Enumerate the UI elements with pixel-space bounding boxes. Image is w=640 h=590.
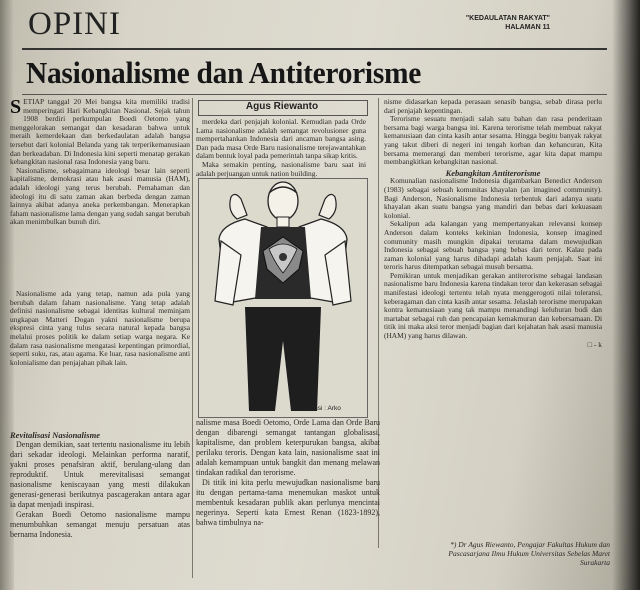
article-column-1 [10, 98, 190, 227]
article-column-3 [384, 98, 602, 349]
lead-paragraph: ETIAP tanggal 20 Mei bangsa kita memiliki tradisi memperingati Hari Kebangkitan Nasional. Sejak tahun 1908 berdiri perkumpulan Boedi Oetomo yang menggelorakan semangat dan kesadaran bahwa untuk meraih kemerdekaan dan berkedaulatan adalah bangsa tersebut dari kolonial Belanda yang tak terperikemanusiaan dan berkeadaban. Di Indonesia kini seperti menatap gerakan kebangkitan nasional rasa Indonesia yang baru. [10, 97, 190, 167]
paragraph: Nasionalisme ada yang tetap, namun ada pula yang berubah dalam faham nasionalisme. Yang tetap adalah definisi nasionalisme sebagai identitas kultural meminjam ungkapan Matteri Dogan yakni nasionalisme berupa ekspresi cinta yang tulus secara natural kepada bangsa melalui proses politik ke dalam setiap warga negara. Ke dalam rasa nasionalisme mengatasi kepentingan primordial, seperti suku, ras, atau agama. Ke luar, rasa nasionalisme anti kolonialisme dan penjajahan pihak lain. [10, 289, 190, 367]
paragraph: nalisme masa Boedi Oetomo, Orde Lama dan Orde Baru dengan dibarengi semangat tantangan globalisasi, kapitalisme, dan problem keterpurukan bangsa, akibat perilaku teroris. Dengan kata lain, nasionalisme saat ini adalah kemampuan untuk bangkit dan menang melawan tindakan radikal dan terorisme. [196, 418, 380, 477]
top-rule [22, 48, 607, 50]
end-mark: □ - k [587, 339, 602, 349]
man-tearing-shirt-illustration [199, 179, 367, 417]
column-rule [192, 98, 193, 578]
page-number: HALAMAN 11 [505, 24, 550, 31]
paragraph: Sekalipun ada kalangan yang mempertanyakan relevansi konsep Anderson dalam konteks kekinian Indonesia, konsep imagined community masih mungkin dipakai terutama dalam mewujudkan Indonesia sebagai sebuah bangsa yang bebas dari teror. Kalau pada zaman kolonial yang harus dihadapi adalah kaum penjajah. Saat ini teroris harus ditempatkan sebagai musuh bersama. [384, 219, 602, 272]
paper-meta [430, 14, 550, 32]
article-column-2 [196, 118, 366, 178]
article-column-1-continued [10, 290, 190, 367]
author-byline: Agus Riewanto [245, 101, 319, 112]
illustration [198, 178, 368, 418]
paragraph: Dengan demikian, saat tertentu nasionalisme itu lebih dari sekadar ideologi. Melainkan performa naratif, yakni proses penafsiran aktif, berulang-ulang dan reproduktif. Untuk merevitalisasi semangat nasionalisme keniscayaan yang mesti dilakukan generasi-generasi berikutnya pascagerakan antara agar ia dapat menjadi inspirasi. [10, 440, 190, 509]
subheading: Kebangkitan Antiterorisme [445, 167, 541, 178]
author-note: *) Dr Agus Riewanto, Pengajar Fakultas Hukum dan Pascasarjana Ilmu Hukum Universitas Sebelas Maret Surakarta [448, 540, 610, 567]
paragraph: Terorisme sesuatu menjadi salah satu bahan dan rasa penderitaan bersama bagi warga bangsa ini. Karena terorisme telah membuat rakyat kemanusiaan dan cinta kasih antar sesama. Hingga begitu banyak rakyat yang takut diberi di negeri ini tengah korban dan kehancuran, Kita bersama memerangi dan memberi terorisme, agar kita dapat mampu membangkitkan kebangkitan nasional. [384, 114, 602, 167]
headline-rule [22, 94, 607, 95]
paragraph: merdeka dari penjajah kolonial. Kemudian pada Orde Lama nasionalisme adalah semangat revolusioner guna mempertahankan Indonesia dari ancaman bangsa asing. Dan pada masa Orde Baru nasionalisme terejawantahkan dalam bentuk loyal pada pemerintah tanpa sikap kritis. [196, 117, 366, 161]
paragraph: Komunalian nasionalisme Indonesia digambarkan Benedict Anderson (1983) sebagai sebuah komunitas khayalan (an imagined community). Bagi Anderson, Nasionalisme Indonesia terbentuk dari adanya suatu khayalan akan suatu bangsa yang mandiri dan bebas dari kekuasaan kolonial. [384, 176, 602, 220]
paragraph: Maka semakin penting, nasionalisme baru saat ini adalah perjuangan untuk nation building. [196, 159, 366, 178]
section-rubric: OPINI [28, 6, 121, 42]
paragraph: Gerakan Boedi Oetomo nasionalisme mampu menumbuhkan semangat menuju persatuan atas bernama Indonesia. [10, 510, 190, 539]
page-shadow-right [612, 0, 640, 590]
drop-cap: S [10, 96, 22, 118]
paragraph: Di titik ini kita perlu mewujudkan nasionalisme baru itu dengan pertama-tama menemukan maskot untuk membentuk kesadaran publik akan perlunya mencintai negerinya. Seperti kata Ernest Renan (1823-1892), bahwa timbulnya na- [196, 478, 380, 527]
article-column-2-lower [196, 418, 380, 528]
paragraph: Pemikiran untuk menjadikan gerakan antiterorisme sebagai landasan nasionalisme baru Indonesia karena tindakan teror dan kekerasan sebagai manifestasi ideologi tertentu telah nyata menggerogoti nilai toleransi, keberagaman dan cinta kasih antar sesama. Jelaslah terorisme merupakan kontra kemanusiaan yang tak mampu menandingi keluhuran budi dan martabat sebagai ruh dan pencapaian kemakmuran dan kebersamaan. Di titik ini maka aksi teror menjadi bagian dari kejahatan hak asasi manusia (HAM) yang harus dilawan. [384, 270, 602, 341]
illustration-credit: Ilustrasi : Arko [300, 405, 341, 412]
paragraph: Nasionalisme, sebagaimana ideologi besar lain seperti kapitalisme, demokrasi atau hak asasi manusia (HAM), adalah ideologi yang terus berubah. Pemahaman dan ideologi itu di satu zaman akan berbeda dengan zaman lainnya akibat adanya aneka perkembangan. Menerapkan faham nasionalisme lama dengan yang sudah sangat berubah akan menimbulkan bunuh diri. [10, 165, 190, 227]
article-title: Nasionalisme dan Antiterorisme [26, 55, 422, 90]
subheading: Revitalisasi Nasionalisme [10, 430, 100, 440]
paragraph: nisme didasarkan kepada perasaan senasib bangsa, sebab dirasa perlu dari penjajah kepentingan. [384, 97, 602, 115]
paper-name: "KEDAULATAN RAKYAT" [465, 15, 550, 22]
article-column-1-lower [10, 428, 190, 540]
